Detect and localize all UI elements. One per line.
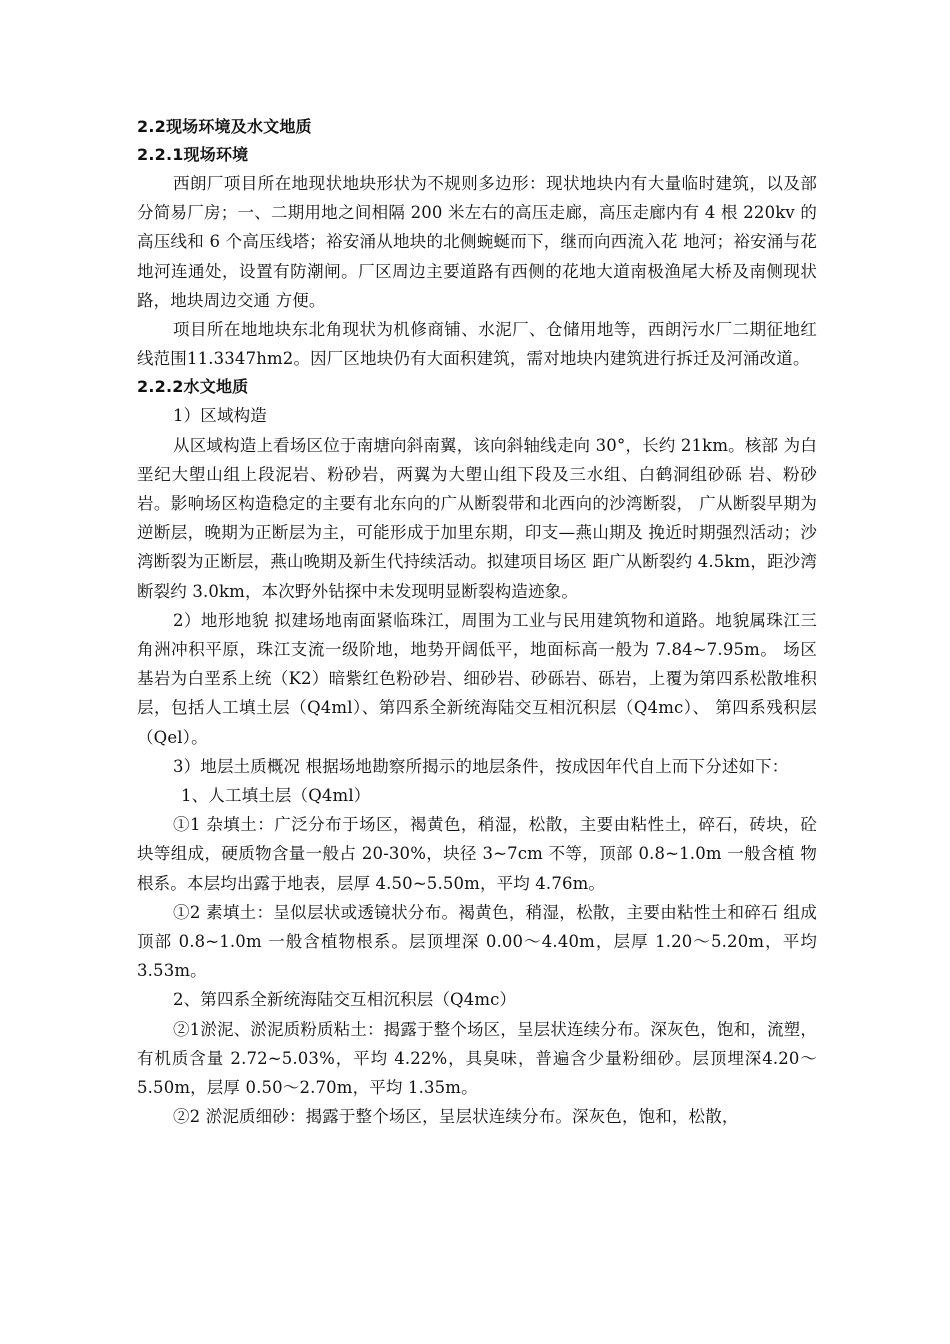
paragraph-regional-structure-title: 1）区域构造 — [173, 406, 267, 426]
paragraph-site-environment-2: 项目所在地地块东北角现状为机修商铺、水泥厂、仓储用地等，西朗污水厂二期征地红线范围11.3347hm2。因厂区地块仍有大面积建筑，需对地块内建筑进行拆迁及河涌改道。 — [137, 320, 817, 369]
paragraph-q4mc-title: 2、第四系全新统海陆交互相沉积层（Q4mc） — [173, 990, 517, 1010]
paragraph-site-environment-1: 西朗厂项目所在地现状地块形状为不规则多边形：现状地块内有大量临时建筑，以及部分简易厂房；一、二期用地之间相隔 200 米左右的高压走廊，高压走廊内有 4 根 220kv 的高压线和 6 个高压线塔；裕安涌从地块的北侧蜿蜒而下，继而向西流入花 地河；裕安涌与花地河连通处，设置有防潮闸。厂区周边主要道路有西侧的花地大道南极渔尾大桥及南侧现状路，地块周边交通 方便。 — [137, 174, 817, 310]
paragraph-strata-overview: 3）地层土质概况 根据场地勘察所揭示的地层条件，按成因年代自上而下分述如下： — [173, 756, 789, 776]
paragraph-terrain: 2）地形地貌 拟建场地南面紧临珠江，周围为工业与民用建筑物和道路。地貌属珠江三角洲冲积平原，珠江支流一级阶地，地势开阔低平，地面标高一般为 7.84~7.95m。 场区基岩为白垩系上统（K2）暗紫红色粉砂岩、细砂岩、砂砾岩、砾岩，上覆为第四系松散堆积层，包括人工填土层（Q4ml）、第四系全新统海陆交互相沉积层（Q4mc）、 第四系残积层（Qel）。 — [137, 610, 817, 747]
paragraph-regional-structure: 从区域构造上看场区位于南塘向斜南翼，该向斜轴线走向 30°，长约 21km。核部 为白垩纪大塱山组上段泥岩、粉砂岩，两翼为大塱山组下段及三水组、白鹤洞组砂砾 岩、粉砂岩。影响场区构造稳定的主要有北东向的广从断裂带和北西向的沙湾断裂， 广从断裂早期为逆断层，晚期为正断层为主，可能形成于加里东期，印支—燕山期及 挽近时期强烈活动；沙湾断裂为正断层，燕山晚期及新生代持续活动。拟建项目场区 距广从断裂约 4.5km，距沙湾断裂约 3.0km，本次野外钻探中未发现明显断裂构造迹象。 — [137, 435, 817, 601]
paragraph-silt-clay: ②1淤泥、淤泥质粉质粘土：揭露于整个场区，呈层状连续分布。深灰色，饱和，流塑，有机质含量 2.72~5.03%，平均 4.22%，具臭味，普遍含少量粉细砂。层顶埋深4.20～5.50m，层厚 0.50～2.70m，平均 1.35m。 — [137, 1019, 817, 1098]
section-heading-2-2-2: 2.2.2水文地质 — [137, 377, 249, 397]
paragraph-plain-fill: ①2 素填土：呈似层状或透镜状分布。褐黄色，稍湿，松散，主要由粘性土和碎石 组成顶部 0.8~1.0m 一般含植物根系。层顶埋深 0.00～4.40m，层厚 1.20～5.20m，平均 3.53m。 — [137, 902, 817, 981]
document-page — [137, 113, 817, 1132]
paragraph-fill-layer-title: 1、人工填土层（Q4ml） — [181, 786, 371, 806]
section-heading-2-2-1: 2.2.1现场环境 — [137, 145, 249, 164]
paragraph-miscellaneous-fill: ①1 杂填土：广泛分布于场区，褐黄色，稍湿，松散，主要由粘性土，碎石，砖块，砼块等组成，硬质物含量一般占 20-30%，块径 3~7cm 不等，顶部 0.8~1.0m 一般含植 物根系。本层均出露于地表，层厚 4.50~5.50m，平均 4.76m。 — [137, 815, 817, 893]
paragraph-silty-fine-sand: ②2 淤泥质细砂：揭露于整个场区，呈层状连续分布。深灰色，饱和，松散， — [173, 1107, 739, 1127]
section-heading-2-2: 2.2现场环境及水文地质 — [137, 117, 312, 136]
